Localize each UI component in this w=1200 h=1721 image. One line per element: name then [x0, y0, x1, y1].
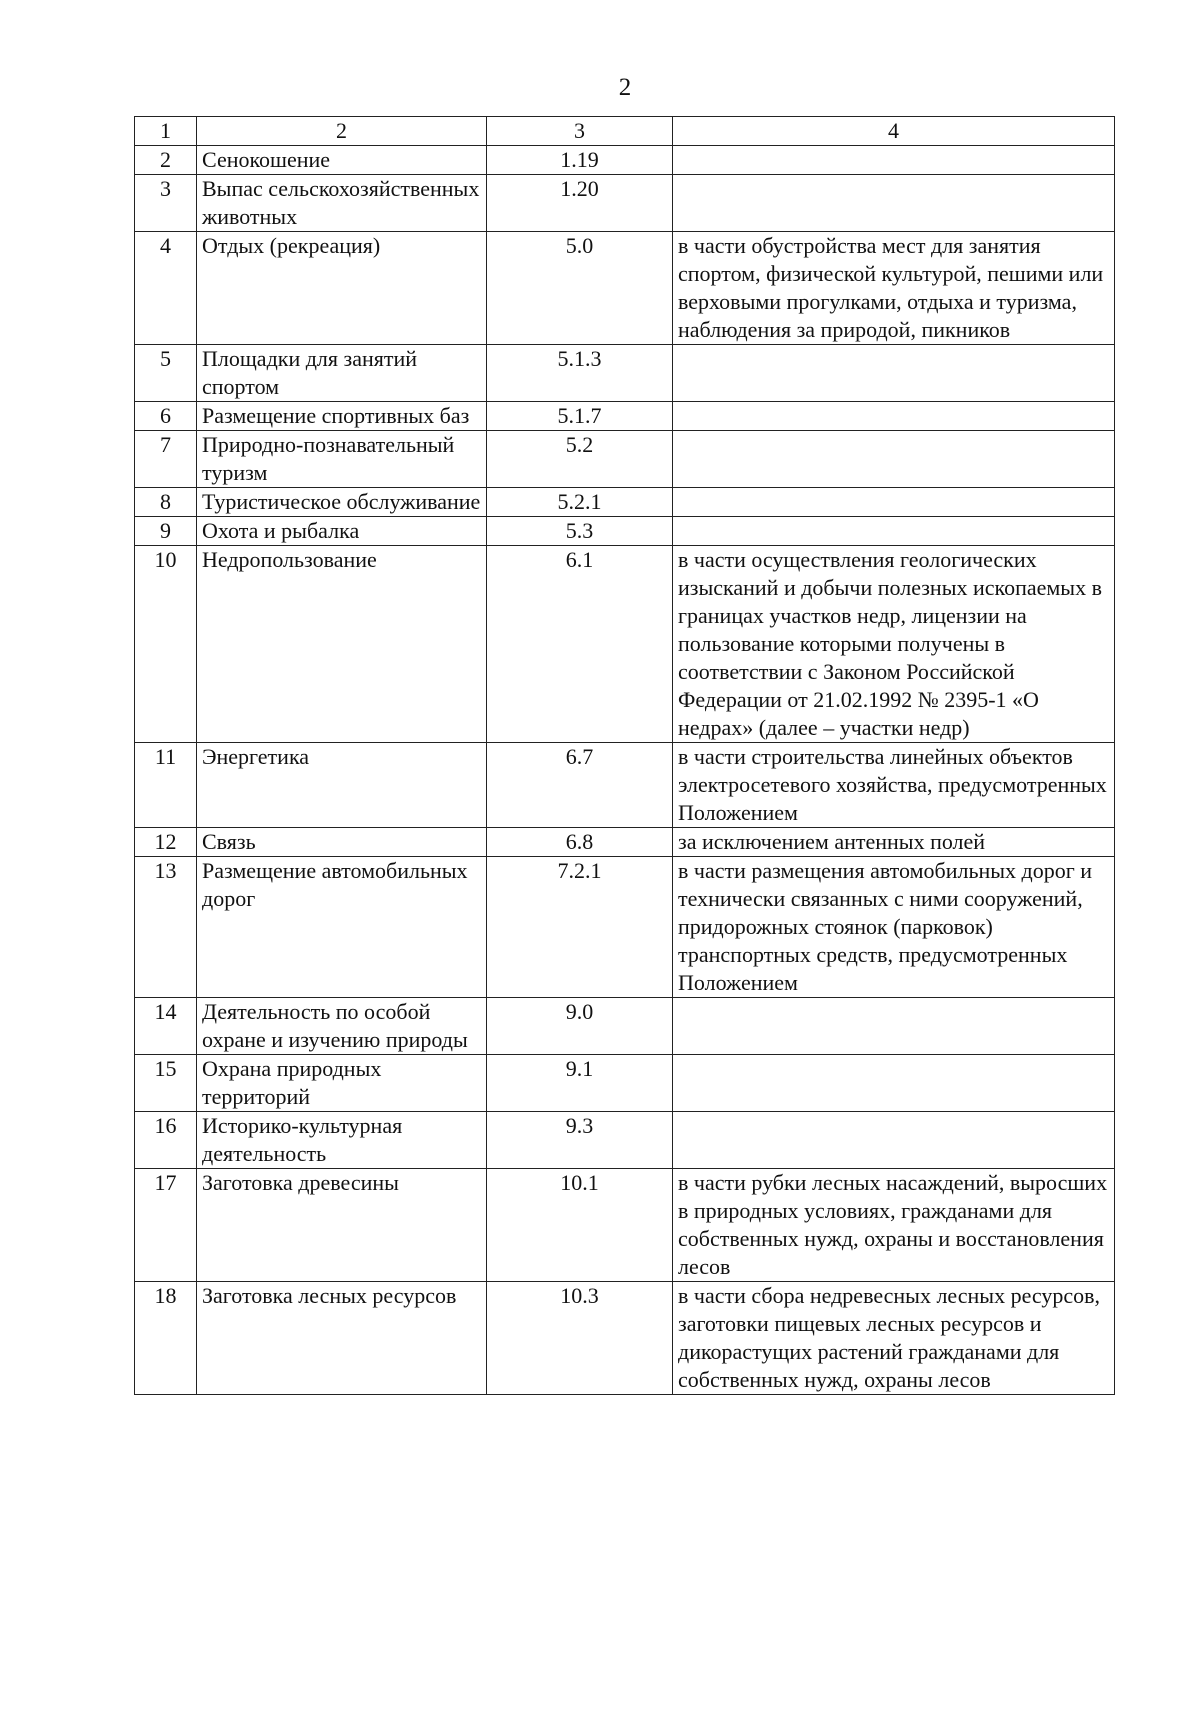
land-use-name-cell: Историко-культурная деятельность — [197, 1112, 487, 1169]
land-use-code-cell: 6.8 — [487, 828, 673, 857]
land-use-code-cell: 5.2.1 — [487, 488, 673, 517]
row-number-cell: 3 — [135, 175, 197, 232]
note-cell: в части сбора недревесных лесных ресурсов, заготовки пищевых лесных ресурсов и дикорастущих растений гражданами для собственных нужд, охраны лесов — [673, 1282, 1115, 1395]
note-cell — [673, 1112, 1115, 1169]
row-number-cell: 4 — [135, 232, 197, 345]
table-row — [135, 402, 1115, 431]
note-cell: за исключением антенных полей — [673, 828, 1115, 857]
note-cell — [673, 146, 1115, 175]
row-number-cell: 13 — [135, 857, 197, 998]
land-use-code-cell: 9.1 — [487, 1055, 673, 1112]
note-cell: в части осуществления геологических изысканий и добычи полезных ископаемых в границах участков недр, лицензии на пользование которыми получены в соответствии с Законом Российской Федерации от 21.02.1992 № 2395-1 «О недрах» (далее – участки недр) — [673, 546, 1115, 743]
land-use-name-cell: Выпас сельскохозяйственных животных — [197, 175, 487, 232]
table-row — [135, 146, 1115, 175]
row-number-cell: 10 — [135, 546, 197, 743]
land-use-code-cell: 9.3 — [487, 1112, 673, 1169]
table-row — [135, 1112, 1115, 1169]
page-number: 2 — [618, 74, 632, 101]
land-use-name-cell: Сенокошение — [197, 146, 487, 175]
table-row — [135, 1055, 1115, 1112]
table-row — [135, 232, 1115, 345]
column-header: 1 — [135, 117, 197, 146]
note-cell: в части размещения автомобильных дорог и технически связанных с ними сооружений, придорожных стоянок (парковок) транспортных средств, предусмотренных Положением — [673, 857, 1115, 998]
land-use-code-cell: 7.2.1 — [487, 857, 673, 998]
table-row — [135, 345, 1115, 402]
land-use-name-cell: Энергетика — [197, 743, 487, 828]
row-number-cell: 17 — [135, 1169, 197, 1282]
land-use-code-cell: 5.2 — [487, 431, 673, 488]
table-row — [135, 1169, 1115, 1282]
land-use-code-cell: 5.1.3 — [487, 345, 673, 402]
land-use-code-cell: 6.1 — [487, 546, 673, 743]
row-number-cell: 16 — [135, 1112, 197, 1169]
land-use-code-cell: 6.7 — [487, 743, 673, 828]
land-use-code-cell: 1.19 — [487, 146, 673, 175]
row-number-cell: 18 — [135, 1282, 197, 1395]
note-cell — [673, 998, 1115, 1055]
land-use-name-cell: Туристическое обслуживание — [197, 488, 487, 517]
note-cell — [673, 345, 1115, 402]
column-header: 2 — [197, 117, 487, 146]
table-body — [135, 146, 1115, 1395]
table-row — [135, 517, 1115, 546]
table-row — [135, 1282, 1115, 1395]
land-use-name-cell: Размещение спортивных баз — [197, 402, 487, 431]
row-number-cell: 12 — [135, 828, 197, 857]
row-number-cell: 2 — [135, 146, 197, 175]
land-use-code-cell: 10.3 — [487, 1282, 673, 1395]
note-cell — [673, 488, 1115, 517]
column-header: 3 — [487, 117, 673, 146]
land-use-name-cell: Заготовка лесных ресурсов — [197, 1282, 487, 1395]
land-use-code-cell: 9.0 — [487, 998, 673, 1055]
land-use-name-cell: Охрана природных территорий — [197, 1055, 487, 1112]
table-row — [135, 998, 1115, 1055]
land-use-name-cell: Отдых (рекреация) — [197, 232, 487, 345]
land-use-name-cell: Недропользование — [197, 546, 487, 743]
row-number-cell: 15 — [135, 1055, 197, 1112]
land-use-code-cell: 10.1 — [487, 1169, 673, 1282]
land-use-name-cell: Площадки для занятий спортом — [197, 345, 487, 402]
land-use-name-cell: Природно-познавательный туризм — [197, 431, 487, 488]
note-cell — [673, 1055, 1115, 1112]
note-cell: в части строительства линейных объектов электросетевого хозяйства, предусмотренных Положением — [673, 743, 1115, 828]
row-number-cell: 7 — [135, 431, 197, 488]
land-use-code-cell: 1.20 — [487, 175, 673, 232]
land-use-table — [134, 116, 1115, 1395]
land-use-name-cell: Связь — [197, 828, 487, 857]
land-use-code-cell: 5.1.7 — [487, 402, 673, 431]
row-number-cell: 5 — [135, 345, 197, 402]
table-row — [135, 431, 1115, 488]
note-cell — [673, 402, 1115, 431]
table-row — [135, 743, 1115, 828]
table-row — [135, 175, 1115, 232]
table-header-row — [135, 117, 1115, 146]
note-cell — [673, 517, 1115, 546]
column-header: 4 — [673, 117, 1115, 146]
land-use-code-cell: 5.0 — [487, 232, 673, 345]
table-row — [135, 488, 1115, 517]
row-number-cell: 9 — [135, 517, 197, 546]
land-use-name-cell: Заготовка древесины — [197, 1169, 487, 1282]
land-use-name-cell: Охота и рыбалка — [197, 517, 487, 546]
note-cell — [673, 175, 1115, 232]
table-row — [135, 857, 1115, 998]
row-number-cell: 11 — [135, 743, 197, 828]
row-number-cell: 6 — [135, 402, 197, 431]
note-cell — [673, 431, 1115, 488]
note-cell: в части обустройства мест для занятия спортом, физической культурой, пешими или верховыми прогулками, отдыха и туризма, наблюдения за природой, пикников — [673, 232, 1115, 345]
row-number-cell: 8 — [135, 488, 197, 517]
land-use-name-cell: Размещение автомобильных дорог — [197, 857, 487, 998]
land-use-code-cell: 5.3 — [487, 517, 673, 546]
land-use-name-cell: Деятельность по особой охране и изучению природы — [197, 998, 487, 1055]
row-number-cell: 14 — [135, 998, 197, 1055]
note-cell: в части рубки лесных насаждений, выросших в природных условиях, гражданами для собственных нужд, охраны и восстановления лесов — [673, 1169, 1115, 1282]
table-row — [135, 546, 1115, 743]
table-row — [135, 828, 1115, 857]
